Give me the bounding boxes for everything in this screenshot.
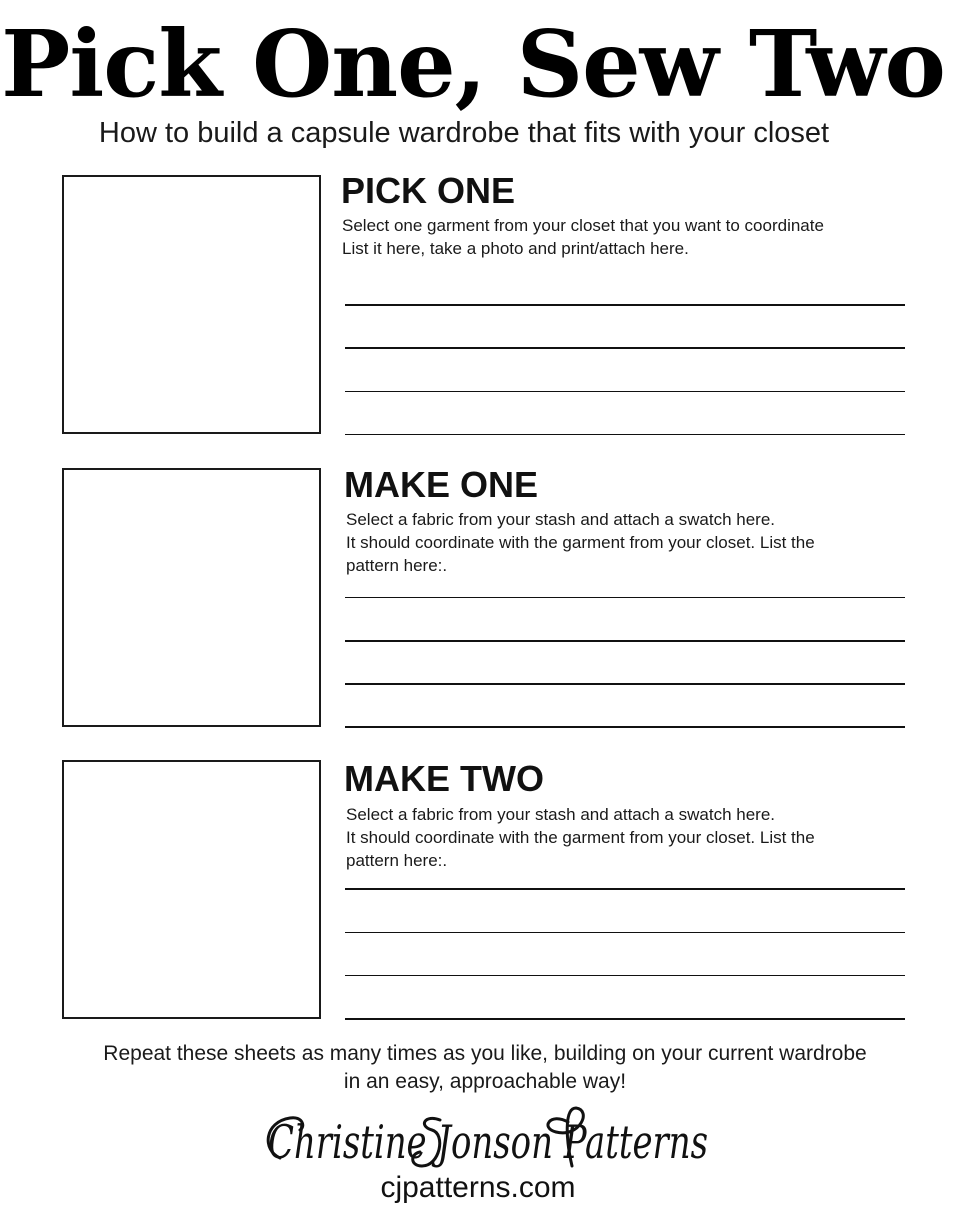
section-description-make-two <box>346 803 815 872</box>
signature-logo-text: Christine Jonson Patterns <box>268 1115 708 1169</box>
description-line: pattern here:. <box>346 851 448 870</box>
writing-line <box>345 304 905 306</box>
section-heading-make-two: MAKE TWO <box>344 758 544 799</box>
writing-line <box>345 1018 905 1020</box>
section-heading-pick-one: PICK ONE <box>341 170 516 211</box>
swatch-attach-box-make-two <box>62 760 321 1019</box>
writing-line <box>345 888 905 890</box>
writing-line <box>345 391 905 392</box>
section-description-make-one <box>346 508 815 577</box>
page-subtitle: How to build a capsule wardrobe that fits with your closet <box>98 117 830 149</box>
footer-note-line: Repeat these sheets as many times as you like, building on your current wardrobe <box>103 1042 867 1065</box>
section-description-pick-one <box>342 214 824 260</box>
footer-note <box>0 1040 970 1096</box>
swatch-attach-box-make-one <box>62 468 321 727</box>
description-line: Select a fabric from your stash and attach a swatch here. <box>346 510 775 529</box>
description-line: List it here, take a photo and print/attach here. <box>342 239 689 258</box>
description-line: It should coordinate with the garment from your closet. List the <box>346 828 815 847</box>
description-line: Select a fabric from your stash and attach a swatch here. <box>346 805 775 824</box>
photo-attach-box-pick-one <box>62 175 321 434</box>
writing-line <box>345 683 905 685</box>
description-line: pattern here:. <box>346 556 448 575</box>
description-line: It should coordinate with the garment from your closet. List the <box>346 533 815 552</box>
writing-line <box>345 434 905 435</box>
writing-line <box>345 975 905 976</box>
writing-line <box>345 726 905 728</box>
writing-line <box>345 347 905 349</box>
website-url: cjpatterns.com <box>380 1171 576 1204</box>
signature-logo <box>250 1100 720 1180</box>
writing-line <box>345 932 905 933</box>
footer-note-line: in an easy, approachable way! <box>343 1070 627 1093</box>
section-heading-make-one: MAKE ONE <box>344 464 539 505</box>
writing-line <box>345 640 905 642</box>
description-line: Select one garment from your closet that you want to coordinate <box>342 216 824 235</box>
writing-line <box>345 597 905 598</box>
page-title: Pick One, Sew Two <box>1 10 945 118</box>
